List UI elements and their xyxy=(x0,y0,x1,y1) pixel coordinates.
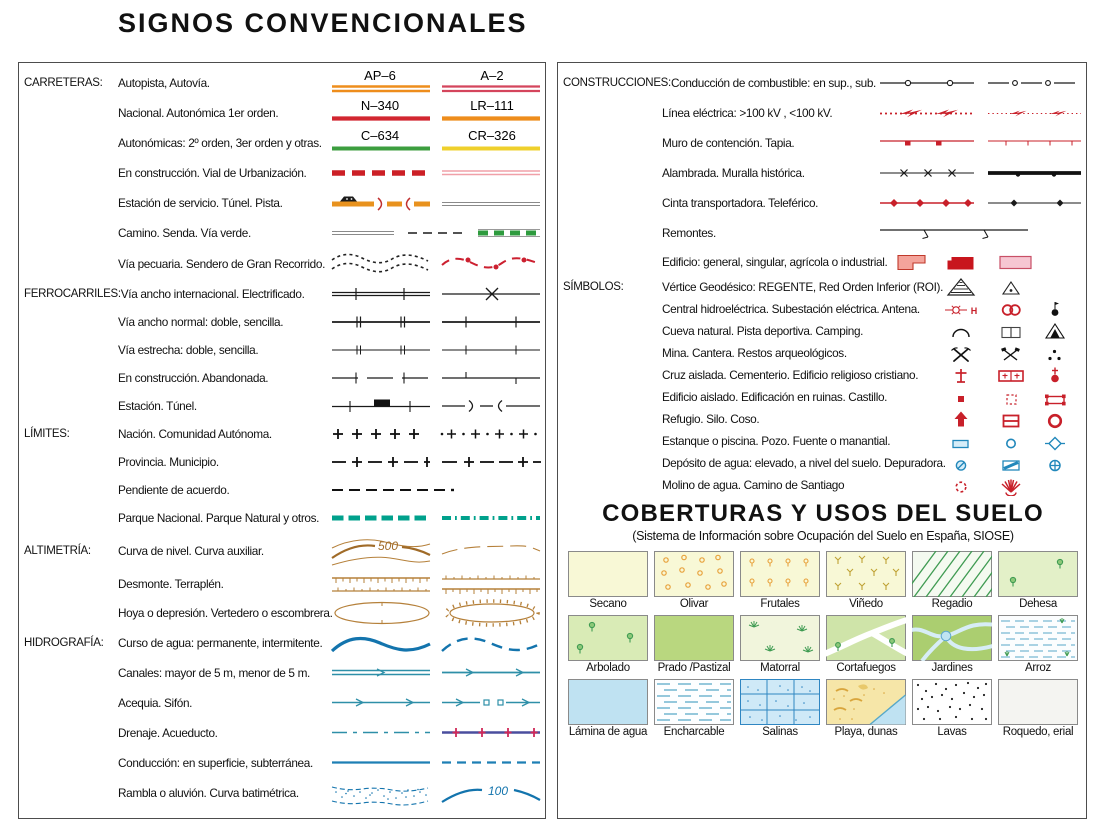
legend-row xyxy=(24,336,542,364)
row-description: Estación. Túnel. xyxy=(118,399,197,413)
lamina-agua-swatch-icon xyxy=(568,679,648,725)
tile-label: Viñedo xyxy=(849,598,883,610)
row-description: Mina. Cantera. Restos arqueológicos. xyxy=(662,346,847,360)
pendiente-acuerdo-icon xyxy=(330,476,542,504)
playa-dunas-swatch-icon xyxy=(826,679,906,725)
arroz-swatch-icon xyxy=(998,615,1078,661)
row-description: Edificio aislado. Edificación en ruinas. Castillo. xyxy=(662,390,888,404)
limite-provincia-symbol xyxy=(330,448,542,476)
row-description: Pendiente de acuerdo. xyxy=(118,483,230,497)
tile-label: Frutales xyxy=(760,598,800,610)
vinedo-swatch-icon xyxy=(826,551,906,597)
row-description: Cruz aislada. Cementerio. Edificio religioso cristiano. xyxy=(662,368,919,382)
tile-label: Jardines xyxy=(931,662,973,674)
row-description: Conducción de combustible: en sup., sub. xyxy=(670,76,876,90)
ferro-construccion-icon xyxy=(330,364,542,392)
pecuaria-gr-icon xyxy=(330,248,542,280)
row-description: Vía ancho internacional. Electrificado. xyxy=(120,287,305,301)
svg-text:100: 100 xyxy=(487,784,509,798)
tile-label: Regadio xyxy=(931,598,973,610)
legend-row xyxy=(24,570,542,598)
legend-row xyxy=(24,748,542,778)
tile-label: Cortafuegos xyxy=(836,662,896,674)
via-internacional-icon xyxy=(330,280,542,308)
cruz-cementerio-religioso-symbol xyxy=(933,364,1083,386)
limite-nacion-icon xyxy=(330,420,542,448)
tile-matorral xyxy=(738,615,822,674)
vertice-geodesico-icon xyxy=(933,276,1083,298)
legend-row xyxy=(563,452,1083,474)
arbolado-swatch-icon xyxy=(568,615,648,661)
autopista-autovia-symbol xyxy=(330,68,542,98)
legend-row xyxy=(563,128,1083,158)
tile-regadio xyxy=(910,551,994,610)
legend-row xyxy=(563,248,1083,276)
legend-row xyxy=(563,218,1083,248)
tile-jardines xyxy=(910,615,994,674)
svg-text:C–634: C–634 xyxy=(360,128,400,143)
pendiente-acuerdo-symbol xyxy=(330,476,542,504)
via-estrecha-icon xyxy=(330,336,542,364)
limite-provincia-icon xyxy=(330,448,542,476)
category-label: FERROCARRILES: xyxy=(24,288,121,300)
svg-text:N–340: N–340 xyxy=(360,98,400,113)
legend-row xyxy=(24,598,542,628)
category-label: HIDROGRAFÍA: xyxy=(24,637,104,649)
legend-row xyxy=(563,430,1083,452)
servicio-tunel-pista-icon xyxy=(330,188,542,218)
tile-dehesa xyxy=(996,551,1080,610)
row-description: Muro de contención. Tapia. xyxy=(662,136,795,150)
legend-row xyxy=(24,778,542,808)
ferro-construccion-symbol xyxy=(330,364,542,392)
desmonte-terraplen-icon xyxy=(330,570,542,598)
hoya-vertedero-symbol xyxy=(330,598,542,628)
coberturas-title: COBERTURAS Y USOS DEL SUELO xyxy=(602,500,1044,527)
legend-row xyxy=(563,276,1083,298)
row-description: Cueva natural. Pista deportiva. Camping. xyxy=(662,324,864,338)
row-description: Curva de nivel. Curva auxiliar. xyxy=(118,544,264,558)
legend-row xyxy=(24,420,542,448)
row-description: Hoya o depresión. Vertedero o escombrera. xyxy=(118,606,333,620)
via-internacional-symbol xyxy=(330,280,542,308)
tile-label: Matorral xyxy=(760,662,800,674)
tile-label: Secano xyxy=(589,598,627,610)
svg-text:H: H xyxy=(970,306,978,316)
molino-santiago-icon xyxy=(933,474,1083,496)
curso-agua-icon xyxy=(330,628,542,658)
legend-row xyxy=(24,448,542,476)
legend-row xyxy=(563,188,1083,218)
page-title: SIGNOS CONVENCIONALES xyxy=(118,8,528,38)
row-description: Vía estrecha: doble, sencilla. xyxy=(118,343,259,357)
cueva-pista-camping-symbol xyxy=(933,320,1083,342)
linea-electrica-symbol xyxy=(878,98,1083,128)
legend-row xyxy=(563,320,1083,342)
row-description: Autopista, Autovía. xyxy=(118,76,210,90)
left-legend-panel xyxy=(18,62,546,819)
aislado-ruinas-castillo-icon xyxy=(933,386,1083,408)
svg-text:CR–326: CR–326 xyxy=(468,128,516,143)
legend-row xyxy=(24,504,542,532)
svg-text:LR–111: LR–111 xyxy=(470,98,514,113)
combustible-icon xyxy=(878,68,1083,98)
row-description: Molino de agua. Camino de Santiago xyxy=(662,478,845,492)
legend-row xyxy=(24,68,542,98)
hoya-vertedero-icon xyxy=(330,598,542,628)
olivar-swatch-icon xyxy=(654,551,734,597)
jardines-swatch-icon xyxy=(912,615,992,661)
row-description: Depósito de agua: elevado, a nivel del suelo. Depuradora. xyxy=(662,456,946,470)
tile-roquedo xyxy=(996,679,1080,738)
legend-row xyxy=(563,68,1083,98)
legend-row xyxy=(24,718,542,748)
row-description: Canales: mayor de 5 m, menor de 5 m. xyxy=(118,666,310,680)
central-subestacion-antena-symbol xyxy=(933,298,1083,320)
legend-row xyxy=(563,98,1083,128)
secano-swatch-icon xyxy=(568,551,648,597)
row-description: Remontes. xyxy=(662,226,716,240)
row-description: Provincia. Municipio. xyxy=(118,455,219,469)
refugio-silo-coso-symbol xyxy=(933,408,1083,430)
row-description: Edificio: general, singular, agrícola o industrial. xyxy=(662,255,888,269)
via-normal-symbol xyxy=(330,308,542,336)
estacion-tunel-icon xyxy=(330,392,542,420)
legend-row xyxy=(563,298,1083,320)
prado-swatch-icon xyxy=(654,615,734,661)
autonomicas-symbol xyxy=(330,128,542,158)
acequia-sifon-symbol xyxy=(330,688,542,718)
salinas-swatch-icon xyxy=(740,679,820,725)
limite-nacion-symbol xyxy=(330,420,542,448)
combustible-symbol xyxy=(878,68,1083,98)
central-subestacion-antena-icon xyxy=(933,298,1083,320)
cruz-cementerio-religioso-icon xyxy=(933,364,1083,386)
row-description: Drenaje. Acueducto. xyxy=(118,726,218,740)
tile-secano xyxy=(566,551,650,610)
desmonte-terraplen-symbol xyxy=(330,570,542,598)
curva-nivel-symbol xyxy=(330,532,542,570)
tile-label: Prado /Pastizal xyxy=(657,662,731,674)
tile-arbolado xyxy=(566,615,650,674)
camino-senda-viaverde-symbol xyxy=(330,218,542,248)
legend-row xyxy=(24,658,542,688)
tile-encharcable xyxy=(652,679,736,738)
legend-row xyxy=(563,474,1083,496)
category-label: ALTIMETRÍA: xyxy=(24,545,91,557)
category-label: LÍMITES: xyxy=(24,428,70,440)
legend-row xyxy=(24,308,542,336)
row-description: Vía pecuaria. Sendero de Gran Recorrido. xyxy=(118,257,325,271)
tile-salinas xyxy=(738,679,822,738)
via-normal-icon xyxy=(330,308,542,336)
via-estrecha-symbol xyxy=(330,336,542,364)
legend-row xyxy=(24,188,542,218)
mina-cantera-restos-symbol xyxy=(933,342,1083,364)
parque-icon xyxy=(330,504,542,532)
row-description: Acequia. Sifón. xyxy=(118,696,193,710)
canales-symbol xyxy=(330,658,542,688)
legend-row xyxy=(563,158,1083,188)
legend-row xyxy=(24,128,542,158)
lavas-swatch-icon xyxy=(912,679,992,725)
canales-icon xyxy=(330,658,542,688)
legend-row xyxy=(24,392,542,420)
nacional-autonomica1-icon xyxy=(330,98,542,128)
alambrada-muralla-icon xyxy=(878,158,1083,188)
row-description: Vértice Geodésico: REGENTE, Red Orden Inferior (ROI). xyxy=(662,280,944,294)
legend-row xyxy=(24,532,542,570)
curva-nivel-icon xyxy=(330,532,542,570)
coberturas-subtitle: (Sistema de Información sobre Ocupación del Suelo en España, SIOSE) xyxy=(632,529,1014,543)
tile-label: Olivar xyxy=(679,598,709,610)
category-label: SÍMBOLOS: xyxy=(563,281,624,293)
row-description: Conducción: en superficie, subterránea. xyxy=(118,756,313,770)
cueva-pista-camping-icon xyxy=(933,320,1083,342)
tile-olivar xyxy=(652,551,736,610)
row-description: Curso de agua: permanente, intermitente. xyxy=(118,636,323,650)
parque-symbol xyxy=(330,504,542,532)
tile-cortafuegos xyxy=(824,615,908,674)
row-description: Línea eléctrica: >100 kV , <100 kV. xyxy=(662,106,833,120)
rambla-batimetrica-symbol xyxy=(330,778,542,808)
row-description: Estación de servicio. Túnel. Pista. xyxy=(118,196,283,210)
mina-cantera-restos-icon xyxy=(933,342,1083,364)
aislado-ruinas-castillo-symbol xyxy=(933,386,1083,408)
row-description: Rambla o aluvión. Curva batimétrica. xyxy=(118,786,299,800)
tile-label: Encharcable xyxy=(663,726,725,738)
row-description: Autonómicas: 2º orden, 3er orden y otras. xyxy=(118,136,322,150)
encharcable-swatch-icon xyxy=(654,679,734,725)
tile-label: Lámina de agua xyxy=(568,726,648,738)
tile-label: Playa, dunas xyxy=(834,726,898,738)
tile-label: Arbolado xyxy=(586,662,630,674)
conduccion-icon xyxy=(330,748,542,778)
refugio-silo-coso-icon xyxy=(933,408,1083,430)
svg-text:A–2: A–2 xyxy=(480,68,504,83)
estacion-tunel-symbol xyxy=(330,392,542,420)
row-description: Parque Nacional. Parque Natural y otros. xyxy=(118,511,320,525)
legend-row xyxy=(24,98,542,128)
construccion-urbanizacion-symbol xyxy=(330,158,542,188)
tile-lavas xyxy=(910,679,994,738)
deposito-depuradora-icon xyxy=(933,452,1083,474)
tile-label: Lavas xyxy=(937,726,967,738)
edificios-symbol xyxy=(878,248,1083,276)
drenaje-acueducto-icon xyxy=(330,718,542,748)
legend-row xyxy=(24,688,542,718)
edificios-icon xyxy=(878,248,1083,276)
tile-vinedo xyxy=(824,551,908,610)
row-description: Alambrada. Muralla histórica. xyxy=(662,166,805,180)
vertice-geodesico-symbol xyxy=(933,276,1083,298)
molino-santiago-symbol xyxy=(933,474,1083,496)
row-description: Desmonte. Terraplén. xyxy=(118,577,224,591)
row-description: Refugio. Silo. Coso. xyxy=(662,412,760,426)
legend-row xyxy=(24,280,542,308)
construccion-urbanizacion-icon xyxy=(330,158,542,188)
regadio-swatch-icon xyxy=(912,551,992,597)
legend-row xyxy=(24,628,542,658)
legend-row xyxy=(563,342,1083,364)
landuse-grid xyxy=(563,551,1083,738)
tile-label: Roquedo, erial xyxy=(1002,726,1074,738)
roquedo-swatch-icon xyxy=(998,679,1078,725)
muro-tapia-symbol xyxy=(878,128,1083,158)
linea-electrica-icon xyxy=(878,98,1083,128)
right-legend-panel xyxy=(557,62,1087,819)
cortafuegos-swatch-icon xyxy=(826,615,906,661)
alambrada-muralla-symbol xyxy=(878,158,1083,188)
tile-lamina-agua xyxy=(566,679,650,738)
pecuaria-gr-symbol xyxy=(330,248,542,280)
tile-label: Dehesa xyxy=(1019,598,1057,610)
remontes-icon xyxy=(878,218,1083,248)
tile-frutales xyxy=(738,551,822,610)
tile-label: Arroz xyxy=(1025,662,1051,674)
legend-row xyxy=(24,218,542,248)
servicio-tunel-pista-symbol xyxy=(330,188,542,218)
legend-row xyxy=(24,248,542,280)
legend-row xyxy=(563,408,1083,430)
tile-prado xyxy=(652,615,736,674)
matorral-swatch-icon xyxy=(740,615,820,661)
cinta-teleferico-symbol xyxy=(878,188,1083,218)
legend-row xyxy=(24,158,542,188)
frutales-swatch-icon xyxy=(740,551,820,597)
conduccion-symbol xyxy=(330,748,542,778)
row-description: Camino. Senda. Vía verde. xyxy=(118,226,251,240)
estanque-pozo-fuente-icon xyxy=(933,430,1083,452)
row-description: Vía ancho normal: doble, sencilla. xyxy=(118,315,284,329)
dehesa-swatch-icon xyxy=(998,551,1078,597)
row-description: En construcción. Vial de Urbanización. xyxy=(118,166,307,180)
legend-row xyxy=(563,364,1083,386)
deposito-depuradora-symbol xyxy=(933,452,1083,474)
tile-arroz xyxy=(996,615,1080,674)
row-description: Nacional. Autonómica 1er orden. xyxy=(118,106,279,120)
legend-row xyxy=(24,476,542,504)
row-description: Estanque o piscina. Pozo. Fuente o manantial. xyxy=(662,434,891,448)
row-description: Central hidroeléctrica. Subestación eléctrica. Antena. xyxy=(662,302,920,316)
row-description: Nación. Comunidad Autónoma. xyxy=(118,427,272,441)
row-description: Cinta transportadora. Teleférico. xyxy=(662,196,819,210)
svg-text:AP–6: AP–6 xyxy=(364,68,396,83)
estanque-pozo-fuente-symbol xyxy=(933,430,1083,452)
camino-senda-viaverde-icon xyxy=(330,218,542,248)
legend-row xyxy=(24,364,542,392)
autopista-autovia-icon xyxy=(330,68,542,98)
curso-agua-symbol xyxy=(330,628,542,658)
drenaje-acueducto-symbol xyxy=(330,718,542,748)
rambla-batimetrica-icon xyxy=(330,778,542,808)
nacional-autonomica1-symbol xyxy=(330,98,542,128)
autonomicas-icon xyxy=(330,128,542,158)
category-label: CONSTRUCCIONES: xyxy=(563,77,671,89)
row-description: En construcción. Abandonada. xyxy=(118,371,269,385)
muro-tapia-icon xyxy=(878,128,1083,158)
tile-playa-dunas xyxy=(824,679,908,738)
remontes-symbol xyxy=(878,218,1083,248)
acequia-sifon-icon xyxy=(330,688,542,718)
cinta-teleferico-icon xyxy=(878,188,1083,218)
tile-label: Salinas xyxy=(762,726,798,738)
legend-row xyxy=(563,386,1083,408)
category-label: CARRETERAS: xyxy=(24,77,103,89)
svg-text:500: 500 xyxy=(377,539,399,553)
